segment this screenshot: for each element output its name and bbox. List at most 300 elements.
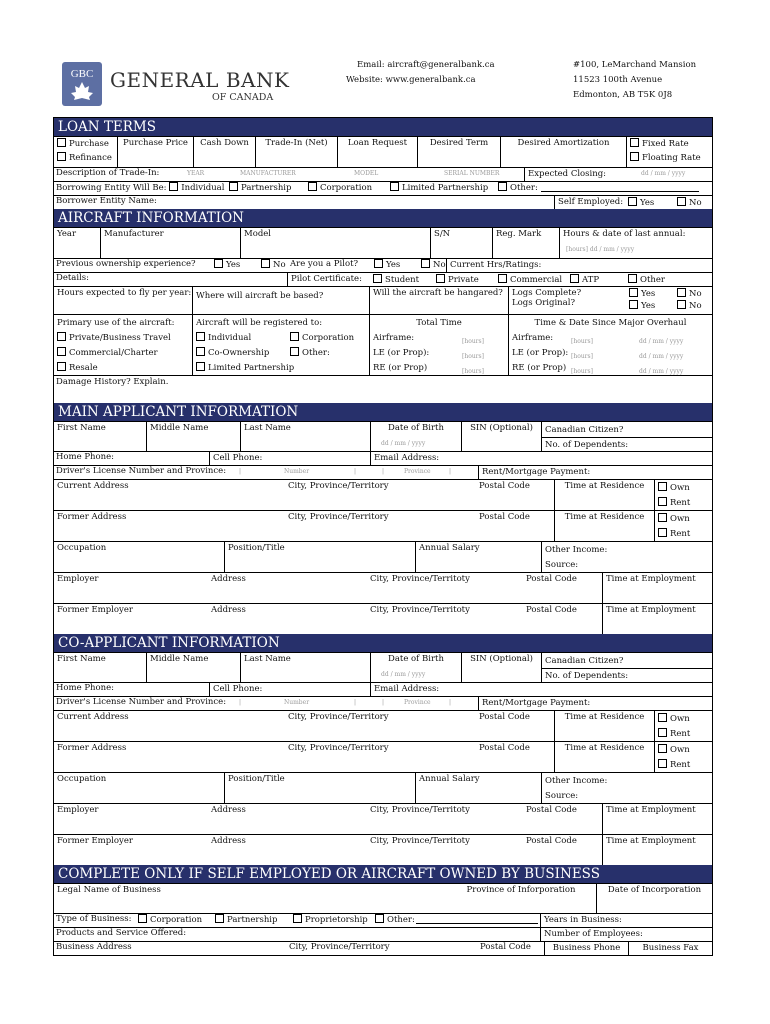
co-current-own-label: Own xyxy=(670,714,690,724)
application-form xyxy=(53,117,713,956)
occupation-row xyxy=(54,541,712,572)
self-employed-no-checkbox[interactable] xyxy=(677,197,686,206)
biz-proprietorship-checkbox[interactable] xyxy=(293,914,302,923)
floating-rate-checkbox[interactable] xyxy=(630,152,639,161)
other-cert-label: Other xyxy=(640,275,665,285)
co-current-time-field[interactable] xyxy=(554,711,654,741)
self-employed-no-label: No xyxy=(689,198,702,208)
former-employer-city-label: City, Province/Territoty xyxy=(370,605,470,615)
rent-mortgage-field[interactable] xyxy=(478,466,712,479)
co-former-address-label: Former Address xyxy=(57,743,127,753)
occupation-label: Occupation xyxy=(57,543,107,553)
co-position-field[interactable] xyxy=(224,773,415,803)
purchase-price-label: Purchase Price xyxy=(123,138,188,148)
logs-complete-yes-label: Yes xyxy=(641,289,656,299)
co-sin-label: SIN (Optional) xyxy=(470,654,533,664)
ph-re-hours: [hours] xyxy=(462,368,484,375)
biz-partnership-label: Partnership xyxy=(227,915,278,925)
reg-other-label: Other: xyxy=(302,348,330,358)
co-first-name-field[interactable] xyxy=(54,653,146,682)
co-former-time-label: Time at Residence xyxy=(564,743,645,753)
last-annual-label: Hours & date of last annual: xyxy=(563,229,686,239)
citizen-label: Canadian Citizen? xyxy=(545,425,624,435)
former-postal-label: Postal Code xyxy=(479,512,530,522)
business-phone-label: Business Phone xyxy=(552,943,621,953)
biz-other-checkbox[interactable] xyxy=(375,914,384,923)
prev-experience-label: Previous ownership experience? xyxy=(56,259,196,269)
co-dependents-label: No. of Dependents: xyxy=(542,668,712,683)
purchase-checkbox[interactable] xyxy=(57,138,66,147)
trade-in-field[interactable] xyxy=(255,137,337,167)
ph-year: YEAR xyxy=(187,170,205,177)
co-license-row: Driver's License Number and Province: | Number | | Province | Rent/Mortgage Payment: xyxy=(54,696,712,710)
products-row xyxy=(54,927,712,941)
address-line-1: #100, LeMarchand Mansion xyxy=(573,60,697,70)
co-sin-field[interactable] xyxy=(461,653,541,682)
former-address-label: Former Address xyxy=(57,512,127,522)
atp-label: ATP xyxy=(582,275,600,285)
co-source-label: Source: xyxy=(545,791,579,801)
logs-complete-yes-checkbox[interactable] xyxy=(629,288,638,297)
hangared-field[interactable] xyxy=(369,287,508,314)
former-own-label: Own xyxy=(670,514,690,524)
co-email-field[interactable] xyxy=(370,683,712,696)
reg-corporation-checkbox[interactable] xyxy=(290,332,299,341)
damage-history-field[interactable] xyxy=(54,375,712,403)
biz-proprietorship-label: Proprietorship xyxy=(305,915,368,925)
business-postal-label: Postal Code xyxy=(480,942,531,952)
based-field[interactable] xyxy=(192,287,369,314)
desired-amortization-field[interactable] xyxy=(500,137,626,167)
co-salary-label: Annual Salary xyxy=(419,774,480,784)
co-former-address-field[interactable] xyxy=(54,742,554,772)
ph-oh-le-date: dd / mm / yyyy xyxy=(639,353,684,360)
experience-yes-label: Yes xyxy=(226,260,241,270)
co-current-postal-label: Postal Code xyxy=(479,712,530,722)
co-employer-city-label: City, Province/Territoty xyxy=(370,805,470,815)
last-name-label: Last Name xyxy=(244,423,291,433)
partnership-label: Partnership xyxy=(241,183,292,193)
borrowing-entity-row xyxy=(54,181,712,195)
sin-label: SIN (Optional) xyxy=(470,423,533,433)
co-dob-label: Date of Birth xyxy=(388,654,444,664)
aircraft-identity-row xyxy=(54,227,712,258)
position-label: Position/Title xyxy=(228,543,285,553)
ph-closing-date: dd / mm / yyyy xyxy=(641,170,686,177)
model-label: Model xyxy=(244,229,272,239)
section-co-applicant: CO-APPLICANT INFORMATION xyxy=(54,634,712,652)
purchase-label: Purchase xyxy=(69,139,109,149)
co-rent-mortgage-field[interactable] xyxy=(478,697,712,710)
pilot-no-label: No xyxy=(433,260,446,270)
sn-label: S/N xyxy=(434,229,451,239)
sn-field[interactable] xyxy=(430,228,492,258)
pilot-yes-checkbox[interactable] xyxy=(374,259,383,268)
co-last-name-field[interactable] xyxy=(240,653,370,682)
commercial-label: Commercial xyxy=(510,275,563,285)
cash-down-field[interactable] xyxy=(193,137,255,167)
co-cell-phone-label: Cell Phone: xyxy=(213,684,263,694)
limited-partnership-checkbox[interactable] xyxy=(390,182,399,191)
other-income-label: Other Income: xyxy=(545,545,608,555)
pilot-question-label: Are you a Pilot? xyxy=(290,259,359,269)
legal-name-label: Legal Name of Business xyxy=(57,885,161,895)
other-entity-input[interactable] xyxy=(541,191,699,192)
years-in-business-field[interactable] xyxy=(540,914,712,927)
co-position-label: Position/Title xyxy=(228,774,285,784)
le-label: LE (or Prop): xyxy=(373,348,430,358)
years-in-business-label: Years in Business: xyxy=(544,915,622,925)
co-other-income-label: Other Income: xyxy=(545,776,608,786)
former-employer-address-label: Address xyxy=(211,605,246,615)
other-entity-label: Other: xyxy=(510,183,538,193)
biz-corporation-label: Corporation xyxy=(150,915,203,925)
co-occupation-field[interactable] xyxy=(54,773,224,803)
self-employed-yes-checkbox[interactable] xyxy=(628,197,637,206)
employees-field[interactable] xyxy=(540,928,712,941)
employer-row xyxy=(54,572,712,603)
former-employer-field[interactable] xyxy=(54,604,602,634)
primary-use-label: Primary use of the aircraft: xyxy=(57,318,175,328)
reg-ltd-label: Limited Partnership xyxy=(208,363,295,373)
logs-complete-no-checkbox[interactable] xyxy=(677,288,686,297)
loan-request-field[interactable] xyxy=(337,137,417,167)
co-salary-field[interactable] xyxy=(415,773,541,803)
employer-address-label: Address xyxy=(211,574,246,584)
pilot-certificate-label: Pilot Certificate: xyxy=(291,274,362,284)
trade-in-description-label: Description of Trade-In: xyxy=(56,168,160,178)
pilot-no-checkbox[interactable] xyxy=(421,259,430,268)
last-annual-field[interactable] xyxy=(559,228,712,258)
reg-individual-label: Individual xyxy=(208,333,252,343)
current-time-label: Time at Residence xyxy=(564,481,645,491)
dependents-label: No. of Dependents: xyxy=(542,437,712,452)
co-time-employment-field[interactable] xyxy=(602,804,712,834)
co-former-rent-label: Rent xyxy=(670,760,691,770)
co-current-own-checkbox[interactable] xyxy=(658,713,667,722)
refinance-label: Refinance xyxy=(69,153,112,163)
co-former-employer-city-label: City, Province/Territoty xyxy=(370,836,470,846)
province-inc-label: Province of Inforporation xyxy=(466,885,576,895)
trade-in-label: Trade-In (Net) xyxy=(265,138,328,148)
use-registration-row xyxy=(54,314,712,375)
salary-label: Annual Salary xyxy=(419,543,480,553)
co-current-rent-checkbox[interactable] xyxy=(658,728,667,737)
current-address-label: Current Address xyxy=(57,481,129,491)
co-current-time-label: Time at Residence xyxy=(564,712,645,722)
model-field[interactable] xyxy=(240,228,430,258)
first-name-label: First Name xyxy=(57,423,106,433)
middle-name-label: Middle Name xyxy=(150,423,209,433)
email-field[interactable] xyxy=(370,452,712,465)
borrower-name-label: Borrower Entity Name: xyxy=(56,196,157,206)
co-former-address-row xyxy=(54,741,712,772)
co-former-own-checkbox[interactable] xyxy=(658,744,667,753)
business-fax-label: Business Fax xyxy=(642,943,699,953)
reg-individual-checkbox[interactable] xyxy=(196,332,205,341)
time-employment-field[interactable] xyxy=(602,573,712,603)
logs-original-no-checkbox[interactable] xyxy=(677,300,686,309)
co-occupation-row xyxy=(54,772,712,803)
business-address-row xyxy=(54,941,712,955)
reg-corporation-label: Corporation xyxy=(302,333,355,343)
sin-field[interactable] xyxy=(461,422,541,451)
expected-closing-field[interactable] xyxy=(524,168,712,181)
ph-oh-airframe-date: dd / mm / yyyy xyxy=(639,338,684,345)
license-row: Driver's License Number and Province: | Number | | Province | Rent/Mortgage Payment: xyxy=(54,465,712,479)
current-address-field[interactable] xyxy=(54,480,530,510)
co-employer-field[interactable] xyxy=(54,804,602,834)
individual-checkbox[interactable] xyxy=(169,182,178,191)
name-row xyxy=(54,421,712,451)
position-field[interactable] xyxy=(224,542,415,572)
airframe-label: Airframe: xyxy=(373,333,415,343)
resale-checkbox[interactable] xyxy=(57,362,66,371)
hours-fly-label: Hours expected to fly per year: xyxy=(57,288,192,298)
products-label: Products and Service Offered: xyxy=(56,928,187,938)
other-entity-checkbox[interactable] xyxy=(498,182,507,191)
floating-rate-label: Floating Rate xyxy=(642,153,701,163)
province-inc-field[interactable] xyxy=(446,884,596,913)
corporation-checkbox[interactable] xyxy=(308,182,317,191)
biz-other-input[interactable] xyxy=(416,923,538,924)
address-line-3: Edmonton, AB T5K 0J8 xyxy=(573,90,673,100)
biz-partnership-checkbox[interactable] xyxy=(215,914,224,923)
student-checkbox[interactable] xyxy=(373,274,382,283)
former-rent-label: Rent xyxy=(670,529,691,539)
hours-fly-field[interactable] xyxy=(54,287,192,314)
cell-phone-label: Cell Phone: xyxy=(213,453,263,463)
ph-model: MODEL xyxy=(354,170,379,177)
co-middle-name-field[interactable] xyxy=(146,653,240,682)
student-label: Student xyxy=(385,275,420,285)
ph-last-annual: [hours] dd / mm / yyyy xyxy=(566,246,635,253)
legal-name-field[interactable] xyxy=(54,884,446,913)
current-own-label: Own xyxy=(670,483,690,493)
employer-label: Employer xyxy=(57,574,99,584)
ph-serial: SERIAL NUMBER xyxy=(444,170,500,177)
cell-phone-field[interactable] xyxy=(209,452,370,465)
contact-email: Email: aircraft@generalbank.ca xyxy=(357,60,495,70)
co-former-employer-row xyxy=(54,834,712,865)
private-label: Private xyxy=(448,275,479,285)
reg-mark-label: Reg. Mark xyxy=(496,229,542,239)
co-middle-name-label: Middle Name xyxy=(150,654,209,664)
purchase-price-field[interactable] xyxy=(117,137,193,167)
ph-oh-airframe-hours: [hours] xyxy=(571,338,593,345)
co-former-own-label: Own xyxy=(670,745,690,755)
logs-complete-no-label: No xyxy=(689,289,702,299)
experience-yes-checkbox[interactable] xyxy=(214,259,223,268)
reg-ltd-checkbox[interactable] xyxy=(196,362,205,371)
ph-le-hours: [hours] xyxy=(462,353,484,360)
current-own-checkbox[interactable] xyxy=(658,482,667,491)
former-own-checkbox[interactable] xyxy=(658,513,667,522)
experience-no-checkbox[interactable] xyxy=(261,259,270,268)
former-employer-postal-label: Postal Code xyxy=(526,605,577,615)
former-employer-label: Former Employer xyxy=(57,605,133,615)
co-current-address-field[interactable] xyxy=(54,711,530,741)
cash-down-label: Cash Down xyxy=(200,138,249,148)
co-former-employer-field[interactable] xyxy=(54,835,602,865)
individual-label: Individual xyxy=(181,183,225,193)
ph-airframe-hours: [hours] xyxy=(462,338,484,345)
registered-to-label: Aircraft will be registered to: xyxy=(196,318,323,328)
co-former-employer-postal-label: Postal Code xyxy=(526,836,577,846)
co-employer-row xyxy=(54,803,712,834)
co-current-address-row xyxy=(54,710,712,741)
experience-no-label: No xyxy=(273,260,286,270)
employees-label: Number of Employees: xyxy=(544,929,643,939)
employer-postal-label: Postal Code xyxy=(526,574,577,584)
ph-dob: dd / mm / yyyy xyxy=(381,440,426,447)
section-business: COMPLETE ONLY IF SELF EMPLOYED OR AIRCRAFT OWNED BY BUSINESS xyxy=(54,865,712,883)
contact-website: Website: www.generalbank.ca xyxy=(346,75,476,85)
commercial-charter-checkbox[interactable] xyxy=(57,347,66,356)
logs-original-label: Logs Original? xyxy=(512,298,575,308)
current-time-field[interactable] xyxy=(554,480,654,510)
co-former-employer-label: Former Employer xyxy=(57,836,133,846)
since-overhaul-label: Time & Date Since Major Overhaul xyxy=(534,318,687,328)
co-employer-label: Employer xyxy=(57,805,99,815)
desired-term-label: Desired Term xyxy=(429,138,489,148)
business-name-row xyxy=(54,883,712,913)
ph-oh-le-hours: [hours] xyxy=(571,353,593,360)
borrowing-entity-label: Borrowing Entity Will Be: xyxy=(56,183,167,193)
business-type-row xyxy=(54,913,712,927)
co-license-label: Driver's License Number and Province: xyxy=(56,697,227,707)
reg-coownership-checkbox[interactable] xyxy=(196,347,205,356)
pilot-certificate-row xyxy=(54,272,712,286)
maple-leaf-logo-icon xyxy=(62,62,102,106)
logs-original-yes-checkbox[interactable] xyxy=(629,300,638,309)
ph-manufacturer: MANUFACTURER xyxy=(240,170,296,177)
first-name-field[interactable] xyxy=(54,422,146,451)
reg-coownership-label: Co-Ownership xyxy=(208,348,270,358)
business-fax-field[interactable] xyxy=(628,942,712,955)
experience-row xyxy=(54,258,712,272)
co-current-rent-label: Rent xyxy=(670,729,691,739)
current-hours-label: Current Hrs/Ratings: xyxy=(450,260,542,270)
former-time-employment-label: Time at Employment xyxy=(606,605,696,615)
co-name-row xyxy=(54,652,712,682)
other-cert-checkbox[interactable] xyxy=(628,274,637,283)
atp-checkbox[interactable] xyxy=(570,274,579,283)
former-address-row xyxy=(54,510,712,541)
biz-other-label: Other: xyxy=(387,915,415,925)
last-name-field[interactable] xyxy=(240,422,370,451)
pilot-yes-label: Yes xyxy=(386,260,401,270)
hangared-label: Will the aircraft be hangared? xyxy=(373,288,503,298)
date-inc-field[interactable] xyxy=(596,884,712,913)
bank-name: GENERAL BANK xyxy=(110,68,290,92)
self-employed-yes-label: Yes xyxy=(640,198,655,208)
former-time-field[interactable] xyxy=(554,511,654,541)
svg-text:GBC: GBC xyxy=(70,68,94,80)
co-current-address-label: Current Address xyxy=(57,712,129,722)
desired-amortization-label: Desired Amortization xyxy=(517,138,610,148)
middle-name-field[interactable] xyxy=(146,422,240,451)
section-main-applicant: MAIN APPLICANT INFORMATION xyxy=(54,403,712,421)
usage-row xyxy=(54,286,712,314)
co-former-city-label: City, Province/Territory xyxy=(288,743,389,753)
damage-history-label: Damage History? Explain. xyxy=(56,377,169,387)
biz-corporation-checkbox[interactable] xyxy=(138,914,147,923)
bank-subtitle: OF CANADA xyxy=(212,92,274,103)
private-business-label: Private/Business Travel xyxy=(69,333,171,343)
co-last-name-label: Last Name xyxy=(244,654,291,664)
co-occupation-label: Occupation xyxy=(57,774,107,784)
commercial-charter-label: Commercial/Charter xyxy=(69,348,158,358)
co-email-label: Email Address: xyxy=(374,684,440,694)
partnership-checkbox[interactable] xyxy=(229,182,238,191)
manufacturer-field[interactable] xyxy=(100,228,240,258)
co-employer-postal-label: Postal Code xyxy=(526,805,577,815)
former-address-field[interactable] xyxy=(54,511,554,541)
license-label: Driver's License Number and Province: xyxy=(56,466,227,476)
home-phone-label: Home Phone: xyxy=(56,452,115,462)
desired-term-field[interactable] xyxy=(417,137,500,167)
private-checkbox[interactable] xyxy=(436,274,445,283)
reg-other-checkbox[interactable] xyxy=(290,347,299,356)
dob-field[interactable] xyxy=(370,422,461,451)
year-field[interactable] xyxy=(54,228,100,258)
current-rent-label: Rent xyxy=(670,498,691,508)
refinance-checkbox[interactable] xyxy=(57,152,66,161)
private-business-checkbox[interactable] xyxy=(57,332,66,341)
former-city-label: City, Province/Territory xyxy=(288,512,389,522)
co-ph-license-number: Number xyxy=(284,699,310,706)
current-address-row xyxy=(54,479,712,510)
total-time-label: Total Time xyxy=(416,318,462,328)
co-ph-dob: dd / mm / yyyy xyxy=(381,671,426,678)
employer-field[interactable] xyxy=(54,573,602,603)
salary-field[interactable] xyxy=(415,542,541,572)
co-dob-field[interactable] xyxy=(370,653,461,682)
former-rent-checkbox[interactable] xyxy=(658,528,667,537)
overhaul-re-label: RE (or Prop) xyxy=(512,363,567,373)
co-former-rent-checkbox[interactable] xyxy=(658,759,667,768)
ph-license-number: Number xyxy=(284,468,310,475)
current-postal-label: Postal Code xyxy=(479,481,530,491)
co-ph-license-province: Province xyxy=(404,699,431,706)
manufacturer-label: Manufacturer xyxy=(104,229,164,239)
former-time-employment-field[interactable] xyxy=(602,604,712,634)
overhaul-airframe-label: Airframe: xyxy=(512,333,554,343)
re-label: RE (or Prop) xyxy=(373,363,428,373)
current-hours-field[interactable] xyxy=(446,259,712,272)
employer-city-label: City, Province/Territoty xyxy=(370,574,470,584)
overhaul-le-label: LE (or Prop): xyxy=(512,348,569,358)
time-employment-label: Time at Employment xyxy=(606,574,696,584)
commercial-checkbox[interactable] xyxy=(498,274,507,283)
co-former-time-field[interactable] xyxy=(554,742,654,772)
occupation-field[interactable] xyxy=(54,542,224,572)
co-former-postal-label: Postal Code xyxy=(479,743,530,753)
co-first-name-label: First Name xyxy=(57,654,106,664)
co-cell-phone-field[interactable] xyxy=(209,683,370,696)
section-aircraft-information: AIRCRAFT INFORMATION xyxy=(54,209,712,227)
co-former-time-employment-label: Time at Employment xyxy=(606,836,696,846)
reg-mark-field[interactable] xyxy=(492,228,559,258)
ph-oh-re-date: dd / mm / yyyy xyxy=(639,368,684,375)
fixed-rate-checkbox[interactable] xyxy=(630,138,639,147)
current-rent-checkbox[interactable] xyxy=(658,497,667,506)
business-phone-field[interactable] xyxy=(544,942,628,955)
business-city-label: City, Province/Territory xyxy=(289,942,390,952)
co-former-time-employment-field[interactable] xyxy=(602,835,712,865)
email-label: Email Address: xyxy=(374,453,440,463)
